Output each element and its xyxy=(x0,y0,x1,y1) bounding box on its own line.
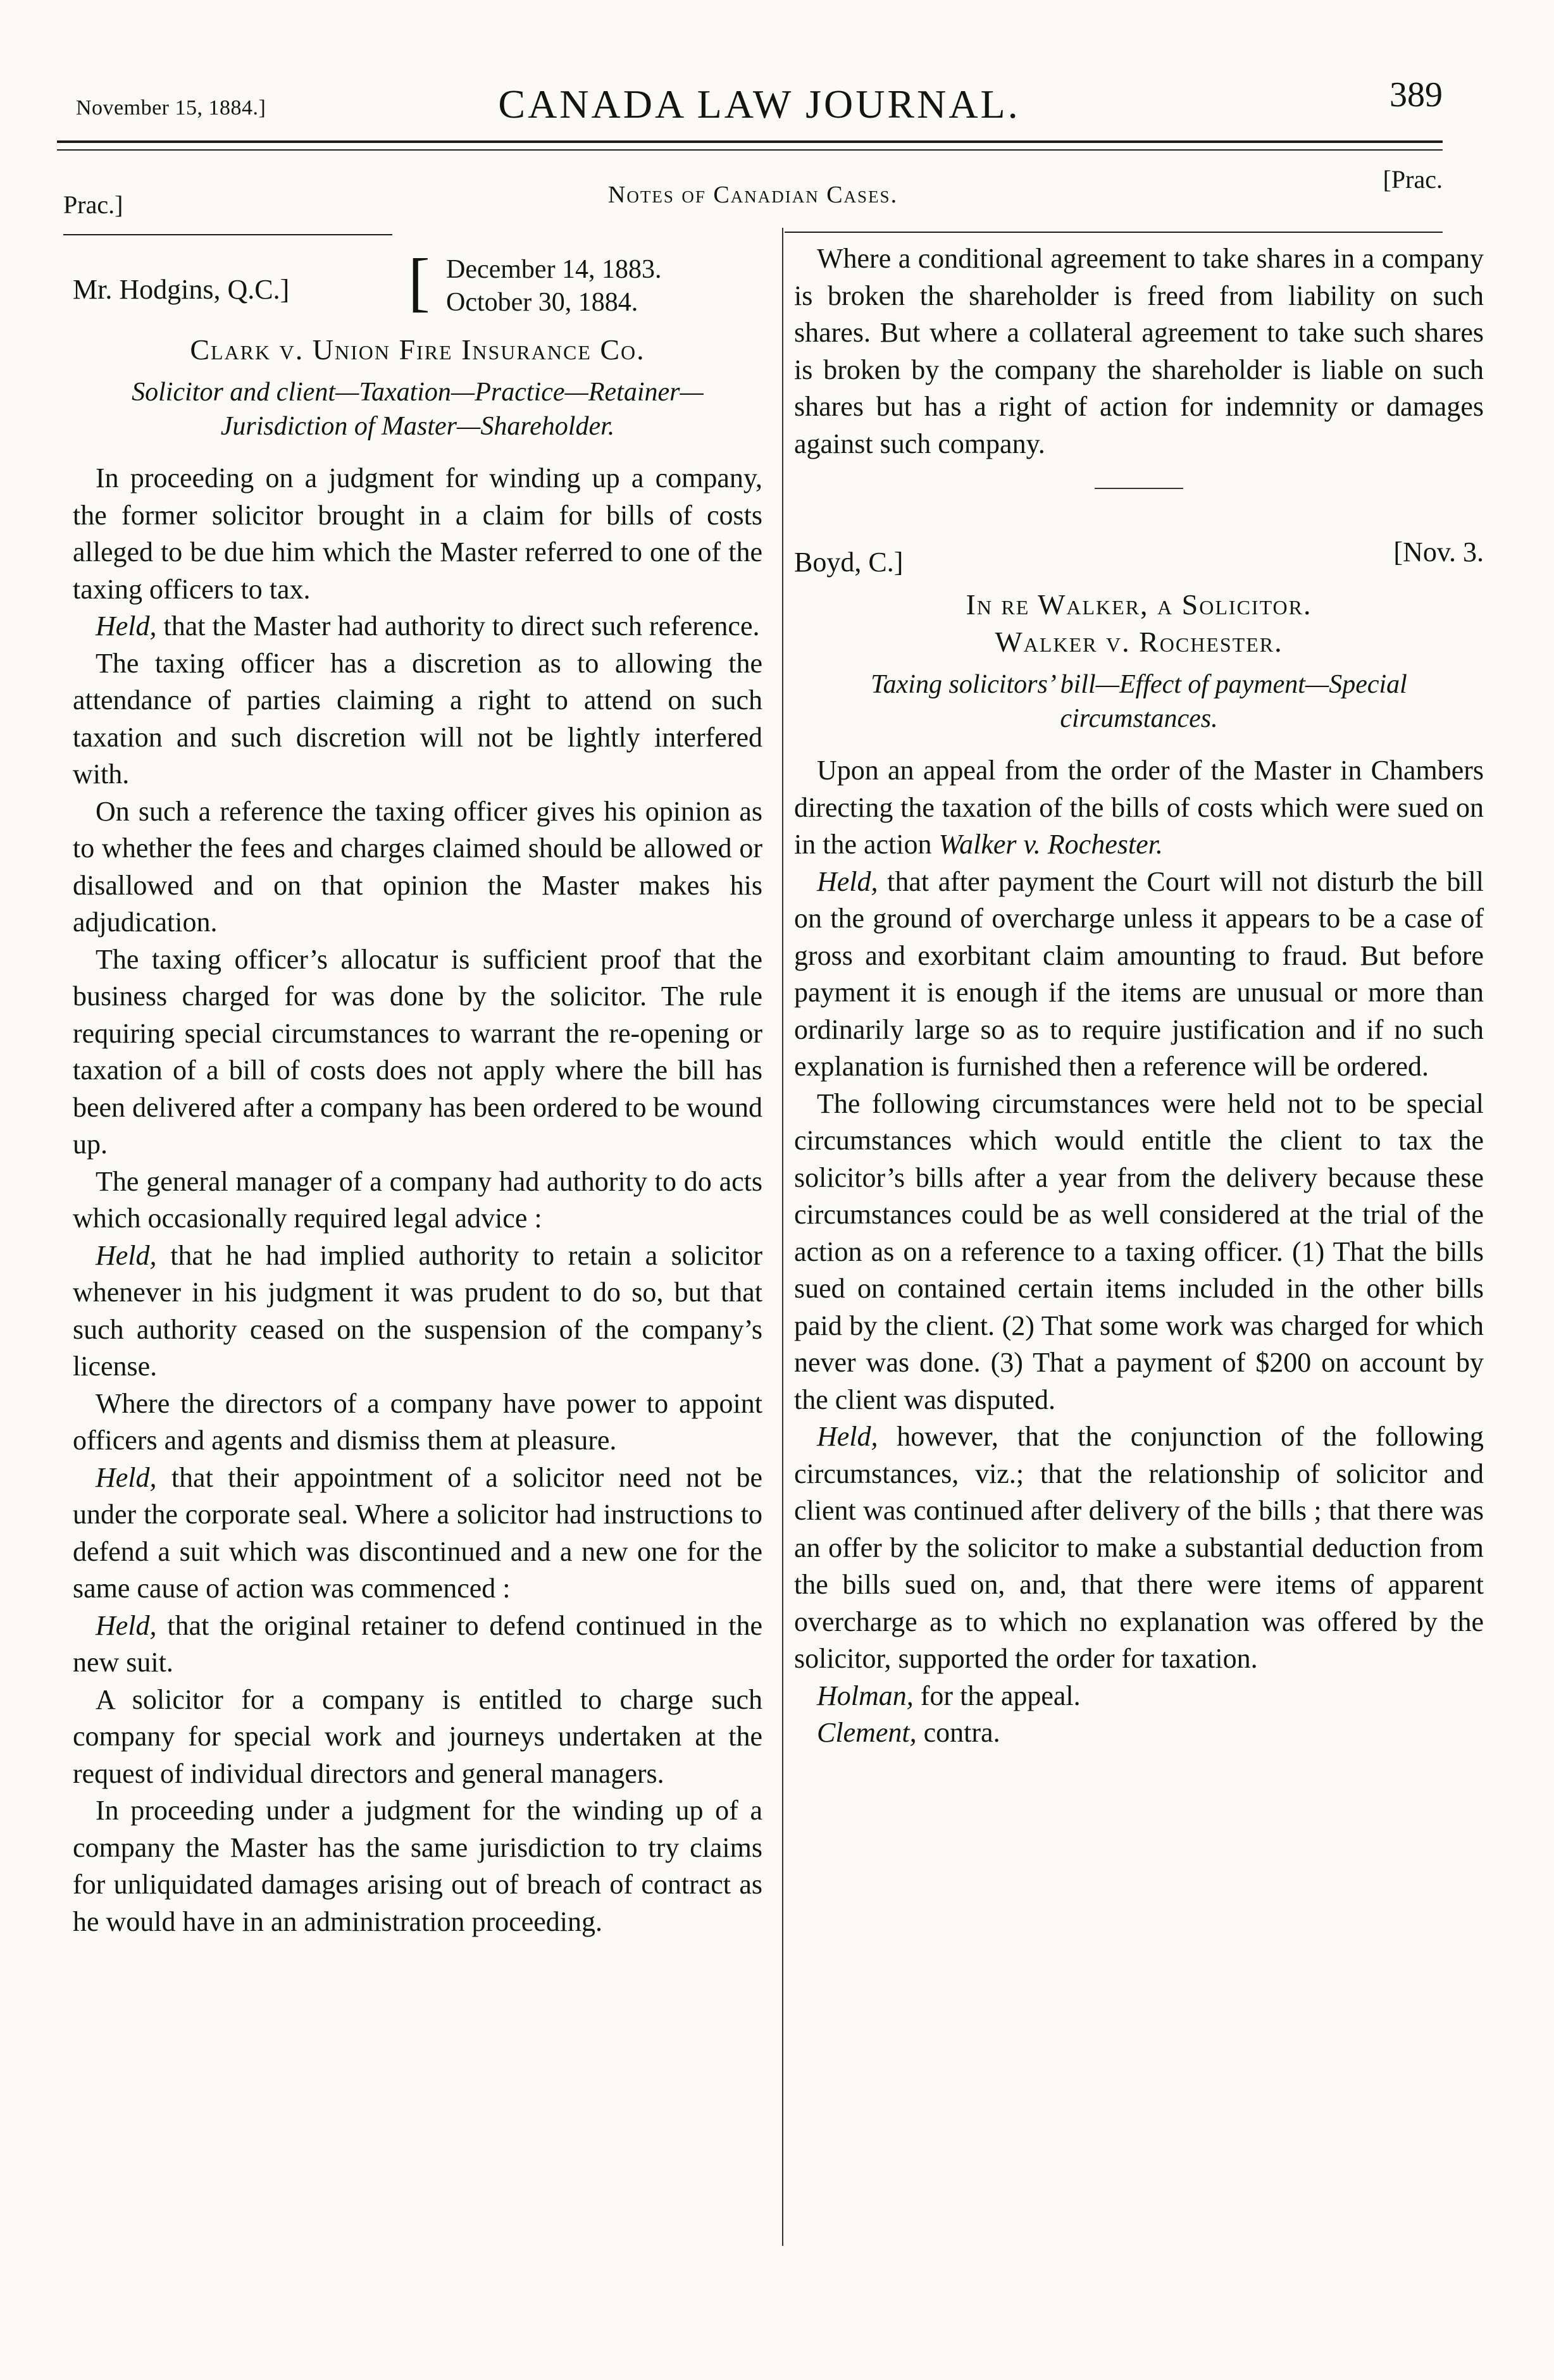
right-top-rule xyxy=(785,232,1443,233)
paragraph: On such a reference the taxing officer gives his opinion as to whether the fees and charges claimed should be allowed or disallowed and on that opinion the Master makes his adjudication. xyxy=(73,795,762,938)
section-title: Notes of Canadian Cases. xyxy=(607,182,898,208)
holding-paragraph xyxy=(794,864,1484,1086)
counsel-name: Clement, xyxy=(817,1717,917,1748)
header-rule-thick xyxy=(57,140,1443,143)
held-label: Held, xyxy=(817,865,878,897)
holding-paragraph xyxy=(73,1460,762,1608)
held-label: Held, xyxy=(96,610,157,641)
case-caption xyxy=(794,527,1484,584)
right-column xyxy=(794,240,1484,1752)
date-bracket: [ xyxy=(408,245,430,318)
running-head xyxy=(76,70,1443,133)
held-text: that after payment the Court will not disturb the bill on the ground of overcharge unless it appears to be a case of gross and exorbitant claim amounting to fraud. But before payment it is enough if the items are unusual or more than ordinarily large so as to require justification and if no such explanation is furnished then a reference will be ordered. xyxy=(794,865,1484,1082)
holding-paragraph xyxy=(73,1237,762,1385)
case-title-secondary: Walker v. Rochester. xyxy=(995,626,1283,658)
case-title: Clark v. Union Fire Insurance Co. xyxy=(190,333,645,366)
paragraph: The taxing officer’s allocatur is sufficient proof that the business charged for was done by the solicitor. The rule requiring special circumstances to warrant the re-opening or taxation of a bill of costs does not apply where the bill has been delivered after a company has been ordered to be wound up. xyxy=(73,943,762,1160)
case-headnote: Taxing solicitors’ bill—Effect of payment—Special circumstances. xyxy=(871,670,1407,733)
case-headnote: Solicitor and client—Taxation—Practice—Retainer—Jurisdiction of Master—Shareholder. xyxy=(132,378,704,441)
section-label-right: [Prac. xyxy=(1383,165,1443,194)
left-top-rule xyxy=(63,234,392,235)
issue-date: November 15, 1884.] xyxy=(76,96,266,120)
column-divider xyxy=(782,228,783,2246)
paragraph-text: Upon an appeal from the order of the Master in Chambers directing the taxation of the bills of costs which were sued on in the action xyxy=(794,755,1484,860)
held-label: Held, xyxy=(817,1421,878,1452)
held-text: that the original retainer to defend continued in the new suit. xyxy=(73,1609,762,1678)
paragraph: In proceeding on a judgment for winding up a company, the former solicitor brought in a claim for bills of costs alleged to be due him which the Master referred to one of the taxing officers to tax. xyxy=(73,462,762,605)
paragraph: Where a conditional agreement to take shares in a company is broken the shareholder is freed from liability on such shares. But where a collateral agreement to take such shares is broken by the company the shareholder is liable on such shares but has a right of action for indemnity or damages against such company. xyxy=(794,243,1484,459)
case-caption xyxy=(73,240,762,329)
left-column xyxy=(73,240,762,1940)
paragraph: Where the directors of a company have power to appoint officers and agents and dismiss them at pleasure. xyxy=(73,1387,762,1456)
held-text: that the Master had authority to direct such reference. xyxy=(156,610,760,641)
decision-date-1: December 14, 1883. xyxy=(446,255,662,284)
journal-title: CANADA LAW JOURNAL. xyxy=(498,82,1021,127)
cited-case: Walker v. Rochester. xyxy=(938,829,1163,860)
holding-paragraph xyxy=(73,1608,762,1682)
case-title: In re Walker, a Solicitor. xyxy=(966,588,1312,621)
paragraph xyxy=(794,752,1484,864)
counsel-role: contra. xyxy=(916,1717,1000,1748)
section-head xyxy=(63,164,1443,221)
held-text: that he had implied authority to retain a solicitor whenever in his judgment it was prudent to do so, but that such authority ceased on the suspension of the company’s license. xyxy=(73,1239,762,1382)
paragraph: The following circumstances were held not to be special circumstances which would entitle the client to tax the solicitor’s bills after a year from the delivery because these circumstances could be as well considered at the trial of the action as on a reference to a taxing officer. (1) That the bills sued on contained certain items included in the other bills paid by the client. (2) That some work was charged for which never was done. (3) That a payment of $200 on account by the client was disputed. xyxy=(794,1088,1484,1415)
holding-paragraph xyxy=(73,608,762,645)
counsel-name: Holman, xyxy=(817,1680,914,1711)
decision-date-2: October 30, 1884. xyxy=(446,288,638,317)
held-label: Held, xyxy=(96,1609,157,1641)
counsel-role: for the appeal. xyxy=(913,1680,1081,1711)
judge-name: Boyd, C.] xyxy=(794,547,904,578)
paragraph: The general manager of a company had authority to do acts which occasionally required legal advice : xyxy=(73,1165,762,1234)
case-separator xyxy=(1095,488,1183,489)
held-label: Held, xyxy=(96,1239,157,1271)
counsel-line xyxy=(794,1714,1484,1752)
counsel-line xyxy=(794,1678,1484,1715)
held-text: that their appointment of a solicitor need not be under the corporate seal. Where a solicitor had instructions to defend a suit which was discontinued and a new one for the same cause of action was commenced : xyxy=(73,1461,762,1604)
decision-date: [Nov. 3. xyxy=(1393,536,1484,567)
paragraph-continued: In proceeding under a judgment for the winding up of a company the Master has the same jurisdiction to try claims for unliquidated damages arising out of breach of contract as he would have in an administration proceeding. xyxy=(73,1795,762,1937)
holding-paragraph xyxy=(794,1418,1484,1678)
held-text: however, that the conjunction of the following circumstances, viz.; that the relationship of solicitor and client was continued after delivery of the bills ; that there was an offer by the solicitor to make a substantial deduction from the bills sued on, and, that there were items of apparent overcharge as to which no explanation was offered by the solicitor, supported the order for taxation. xyxy=(794,1421,1484,1674)
page-number: 389 xyxy=(1389,75,1443,115)
paragraph: A solicitor for a company is entitled to charge such company for special work and journeys undertaken at the request of individual directors and general managers. xyxy=(73,1683,762,1789)
held-label: Held, xyxy=(96,1461,157,1493)
header-rule-thin xyxy=(57,149,1443,151)
paragraph: The taxing officer has a discretion as to allowing the attendance of parties claiming a right to attend on such taxation and such discretion will not be lightly interfered with. xyxy=(73,647,762,790)
section-label-left: Prac.] xyxy=(63,190,123,219)
judge-name: Mr. Hodgins, Q.C.] xyxy=(73,274,290,305)
decision-dates xyxy=(446,253,662,319)
